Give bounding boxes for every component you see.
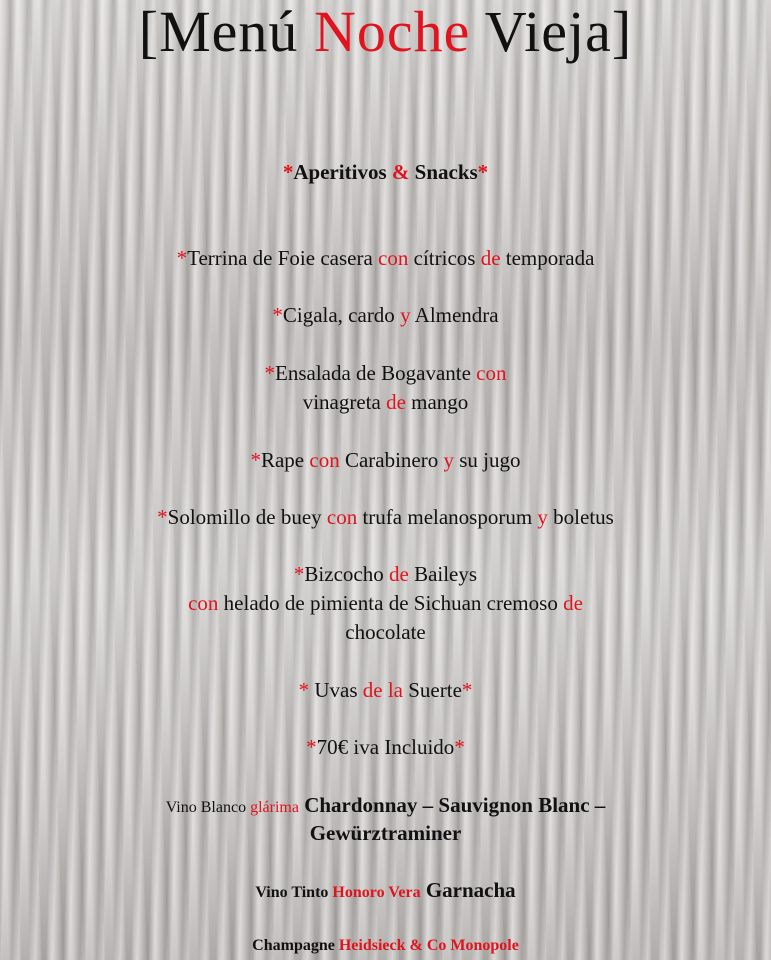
menu-item-bizcocho-line2: con helado de pimienta de Sichuan cremoso de (188, 591, 583, 615)
menu-item-bogavante: *Ensalada de Bogavante con (264, 361, 507, 385)
section-heading: *Aperitivos & Snacks* (282, 160, 489, 184)
menu-item-foie: *Terrina de Foie casera con cítricos de temporada (176, 246, 595, 270)
wine-white-line2: Gewürztraminer (309, 821, 462, 845)
wine-red: Vino Tinto Honoro Vera Garnacha (255, 878, 516, 902)
wine-champagne: Champagne Heidsieck & Co Monopole (252, 937, 519, 954)
menu-price: *70€ iva Incluido* (306, 735, 465, 759)
menu-item-solomillo: *Solomillo de buey con trufa melanosporum y boletus (157, 505, 614, 529)
menu-item-uvas: * Uvas de la Suerte* (298, 678, 473, 702)
title-vieja-bracket: Vieja] (470, 0, 633, 64)
menu-item-cigala: *Cigala, cardo y Almendra (272, 303, 499, 327)
menu-item-bogavante-line2: vinagreta de mango (302, 390, 469, 414)
menu-title (0, 0, 771, 64)
wine-white: Vino Blanco glárima Chardonnay – Sauvignon Blanc – (165, 793, 606, 817)
menu-item-rape: *Rape con Carabinero y su jugo (250, 448, 521, 472)
title-bracket-menu: [Menú (138, 0, 314, 64)
title-noche: Noche (313, 0, 471, 64)
menu-item-bizcocho: *Bizcocho de Baileys (293, 562, 478, 586)
menu-item-bizcocho-line3: chocolate (345, 620, 426, 644)
